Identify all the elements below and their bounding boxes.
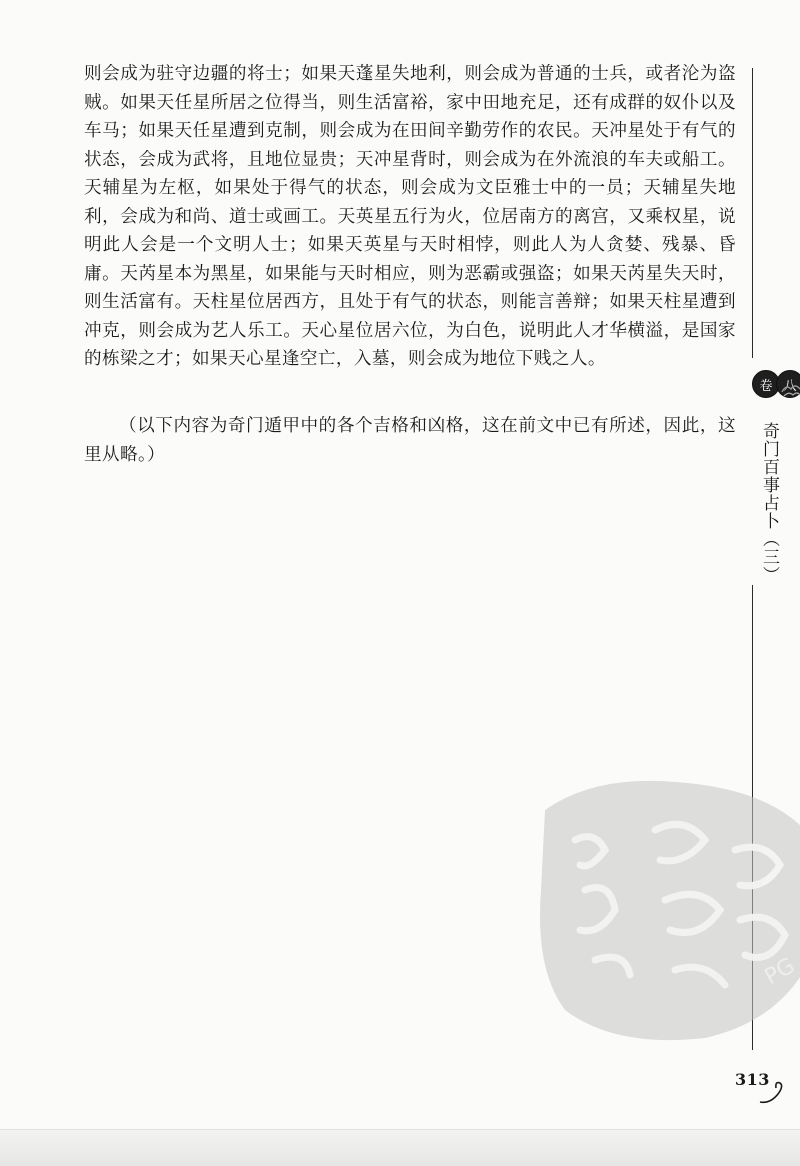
seal-stamp-watermark	[535, 770, 800, 1050]
note-paragraph: （以下内容为奇门遁甲中的各个吉格和凶格，这在前文中已有所述，因此，这里从略。）	[84, 416, 736, 465]
volume-label-juan: 卷	[752, 370, 780, 398]
cloud-flourish-icon	[780, 380, 800, 402]
svg-text:PG: PG	[760, 953, 800, 991]
swirl-ornament-icon	[758, 1080, 788, 1106]
margin-rule-upper	[752, 68, 753, 358]
page-number: 313	[735, 1070, 770, 1089]
volume-label-ba: 八	[776, 370, 800, 398]
section-title-vertical: 奇门百事占卜（三）	[759, 422, 779, 584]
page-bottom-edge	[0, 1129, 800, 1166]
body-paragraph: 则会成为驻守边疆的将士；如果天蓬星失地利，则会成为普通的士兵，或者沦为盗贼。如果天任星所居之位得当，则生活富裕，家中田地充足，还有成群的奴仆以及车马；如果天任星遭到克制，则会成为在田间辛勤劳作的农民。天冲星处于有气的状态，会成为武将，且地位显贵；天冲星背时，则会成为在外流浪的车夫或船工。天辅星为左枢，如果处于得气的状态，则会成为文臣雅士中的一员；天辅星失地利，会成为和尚、道士或画工。天英星五行为火，位居南方的离宫，又乘权星，说明此人会是一个文明人士；如果天英星与天时相悖，则此人为人贪婪、残暴、昏庸。天芮星本为黑星，如果能与天时相应，则为恶霸或强盗；如果天芮星失天时，则生活富有。天柱星位居西方，且处于有气的状态，则能言善辩；如果天柱星遭到冲克，则会成为艺人乐工。天心星位居六位，为白色，说明此人才华横溢，是国家的栋梁之才；如果天心星逢空亡，入墓，则会成为地位下贱之人。	[84, 64, 736, 369]
